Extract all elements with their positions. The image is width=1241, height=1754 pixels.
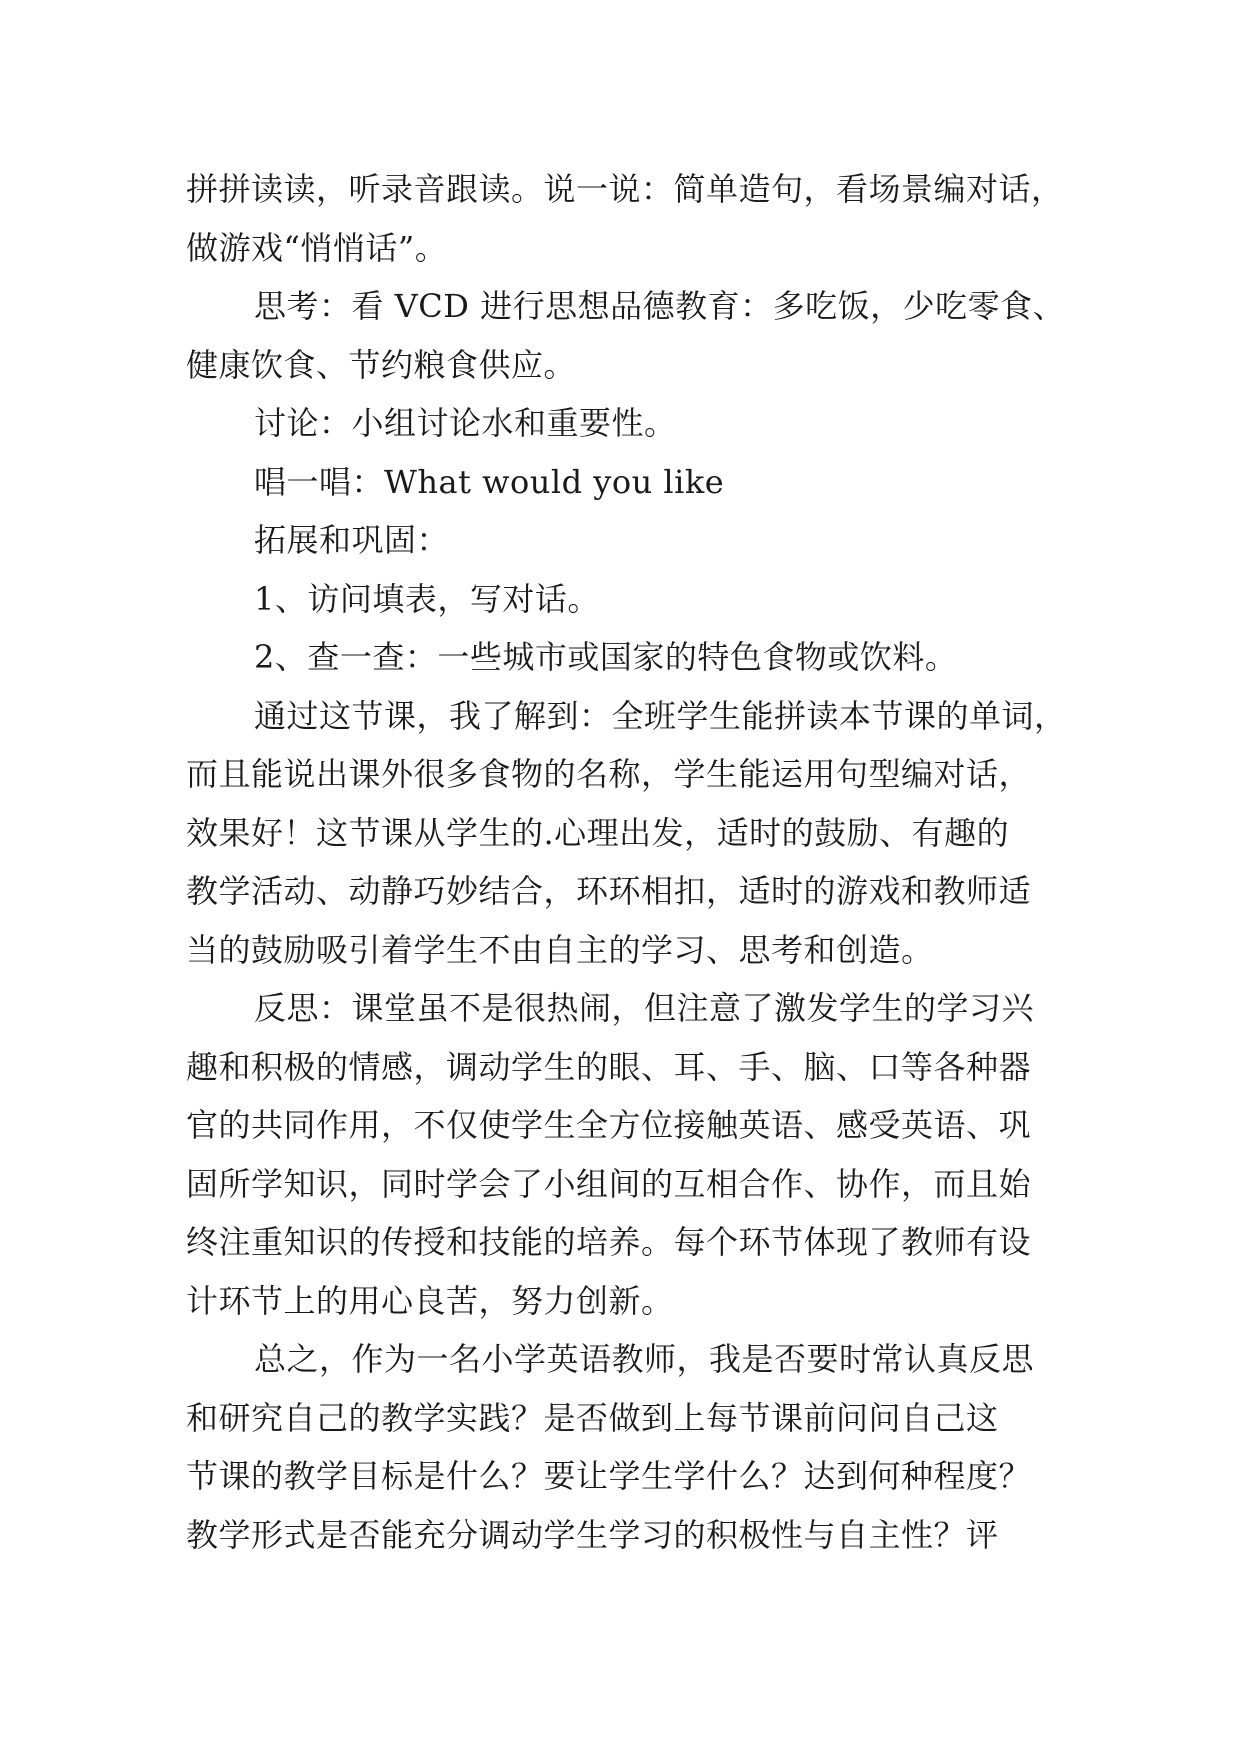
text-line: 做游戏“悄悄话”。 bbox=[186, 228, 448, 267]
text-line: 官的共同作用，不仅使学生全方位接触英语、感受英语、巩 bbox=[186, 1106, 1032, 1144]
text-line: 教学形式是否能充分调动学生学习的积极性与自主性？评 bbox=[186, 1515, 999, 1554]
text-line: 和研究自己的教学实践？是否做到上每节课前问问自己这 bbox=[186, 1398, 999, 1437]
text-line: 1、访问填表，写对话。 bbox=[254, 579, 600, 618]
text-line: 终注重知识的传授和技能的培养。每个环节体现了教师有设 bbox=[186, 1223, 1032, 1261]
text-line: 唱一唱：What would you like bbox=[254, 462, 725, 501]
text-line: 总之，作为一名小学英语教师，我是否要时常认真反思 bbox=[254, 1340, 1035, 1378]
text-line: 固所学知识，同时学会了小组间的互相合作、协作，而且始 bbox=[186, 1164, 1032, 1203]
text-line: 反思：课堂虽不是很热闹，但注意了激发学生的学习兴 bbox=[254, 989, 1035, 1027]
text-line: 拼拼读读，听录音跟读。说一说：简单造句，看场景编对话， bbox=[186, 170, 1064, 208]
text-line: 2、查一查：一些城市或国家的特色食物或饮料。 bbox=[254, 638, 958, 676]
text-line: 当的鼓励吸引着学生不由自主的学习、思考和创造。 bbox=[186, 930, 934, 969]
text-line: 讨论：小组讨论水和重要性。 bbox=[254, 404, 677, 442]
text-line: 通过这节课，我了解到：全班学生能拼读本节课的单词， bbox=[254, 696, 1067, 735]
text-line: 思考：看 VCD 进行思想品德教育：多吃饭，少吃零食、 bbox=[254, 287, 1066, 325]
text-line: 趣和积极的情感，调动学生的眼、耳、手、脑、口等各种器 bbox=[186, 1047, 1032, 1086]
text-line: 健康饮食、节约粮食供应。 bbox=[186, 345, 577, 384]
text-line: 节课的教学目标是什么？要让学生学什么？达到何种程度？ bbox=[186, 1457, 1032, 1495]
text-line: 而且能说出课外很多食物的名称，学生能运用句型编对话， bbox=[186, 755, 1032, 793]
text-line: 计环节上的用心良苦，努力创新。 bbox=[186, 1281, 674, 1320]
text-line: 效果好！这节课从学生的.心理出发，适时的鼓励、有趣的 bbox=[186, 813, 1010, 852]
text-line: 教学活动、动静巧妙结合，环环相扣，适时的游戏和教师适 bbox=[186, 872, 1032, 910]
document-body bbox=[186, 160, 1086, 1564]
text-line: 拓展和巩固： bbox=[254, 521, 450, 559]
